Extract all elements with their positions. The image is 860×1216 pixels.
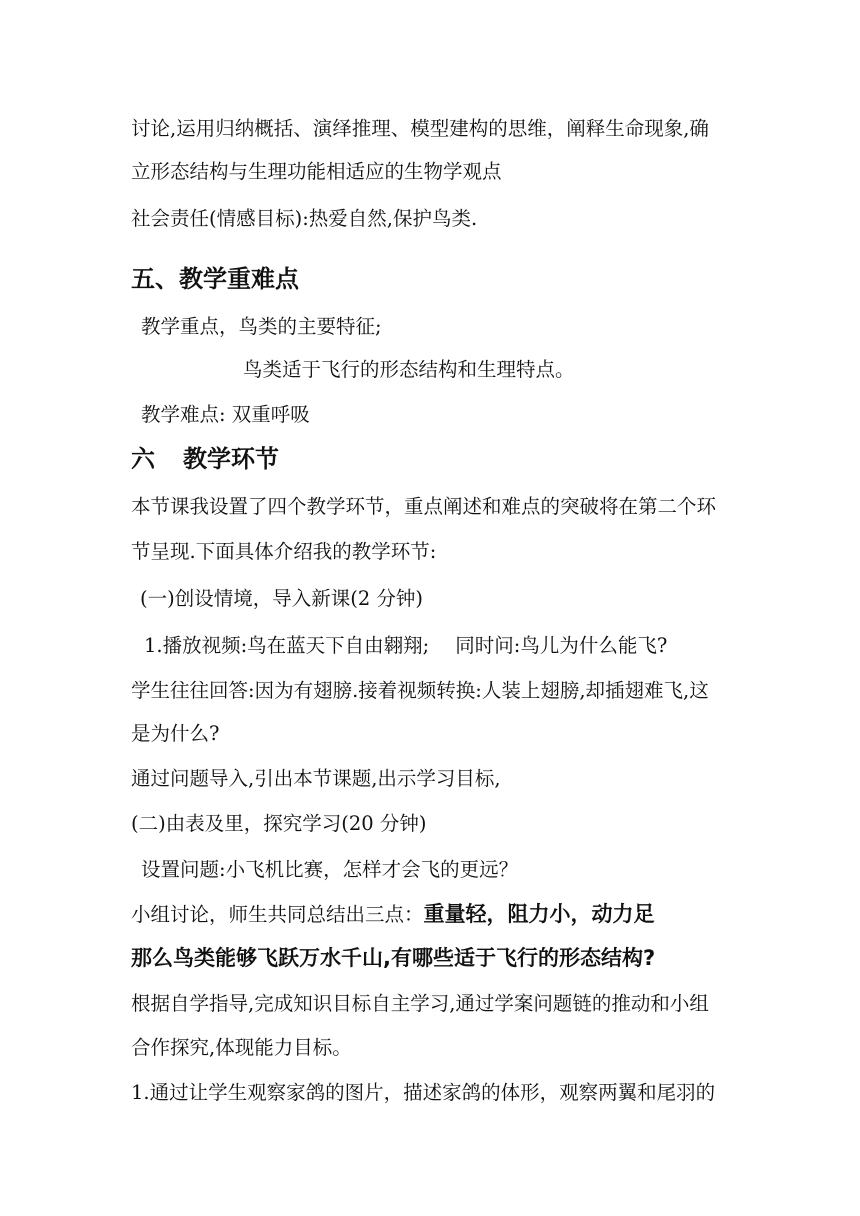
paragraph-line: 是为什么? <box>131 722 220 745</box>
paragraph-line: 教学难点: 双重呼吸 <box>141 403 310 426</box>
emphasis-text: 重量轻，阻力小，动力足 <box>423 902 655 926</box>
heading-number: 六 <box>131 445 155 473</box>
paragraph-line: 鸟类适于飞行的形态结构和生理特点。 <box>243 358 575 381</box>
paragraph-line: (一)创设情境，导入新课(2 分钟) <box>140 587 424 610</box>
paragraph-line: 设置问题:小飞机比赛，怎样才会飞的更远？ <box>141 858 519 881</box>
paragraph-line: 立形态结构与生理功能相适应的生物学观点 <box>131 160 502 183</box>
paragraph-line: 合作探究,体现能力目标。 <box>131 1036 352 1059</box>
section-heading-6 <box>131 443 279 475</box>
paragraph-line: 社会责任(情感目标):热爱自然,保护鸟类. <box>131 207 478 230</box>
paragraph-line: 1.通过让学生观察家鸽的图片，描述家鸽的体形，观察两翼和尾羽的 <box>131 1081 716 1104</box>
paragraph-line: 节呈现.下面具体介绍我的教学环节: <box>131 540 437 563</box>
paragraph-line <box>144 632 667 660</box>
text-span: 小组讨论，师生共同总结出三点： <box>131 903 424 926</box>
paragraph-line: 讨论,运用归纳概括、演绎推理、模型建构的思维，阐释生命现象,确 <box>131 117 709 140</box>
heading-title: 教学环节 <box>183 445 279 473</box>
paragraph-line: 教学重点，鸟类的主要特征; <box>141 315 382 338</box>
section-heading-5: 五、教学重难点 <box>131 265 299 293</box>
text-span: 同时问:鸟儿为什么能飞? <box>455 634 668 657</box>
paragraph-line: 本节课我设置了四个教学环节，重点阐述和难点的突破将在第二个环 <box>131 495 717 518</box>
paragraph-line: 根据自学指导,完成知识目标自主学习,通过学案问题链的推动和小组 <box>131 992 709 1015</box>
paragraph-line <box>131 900 655 929</box>
text-span: 1.播放视频:鸟在蓝天下自由翱翔; <box>144 634 430 657</box>
paragraph-line: (二)由表及里，探究学习(20 分钟) <box>131 812 427 835</box>
paragraph-line: 通过问题导入,引出本节课题,出示学习目标, <box>131 767 501 790</box>
paragraph-line: 学生往往回答:因为有翅膀.接着视频转换:人装上翅膀,却插翅难飞,这 <box>131 679 709 702</box>
bold-question-line: 那么鸟类能够飞跃万水千山,有哪些适于飞行的形态结构? <box>131 946 656 970</box>
